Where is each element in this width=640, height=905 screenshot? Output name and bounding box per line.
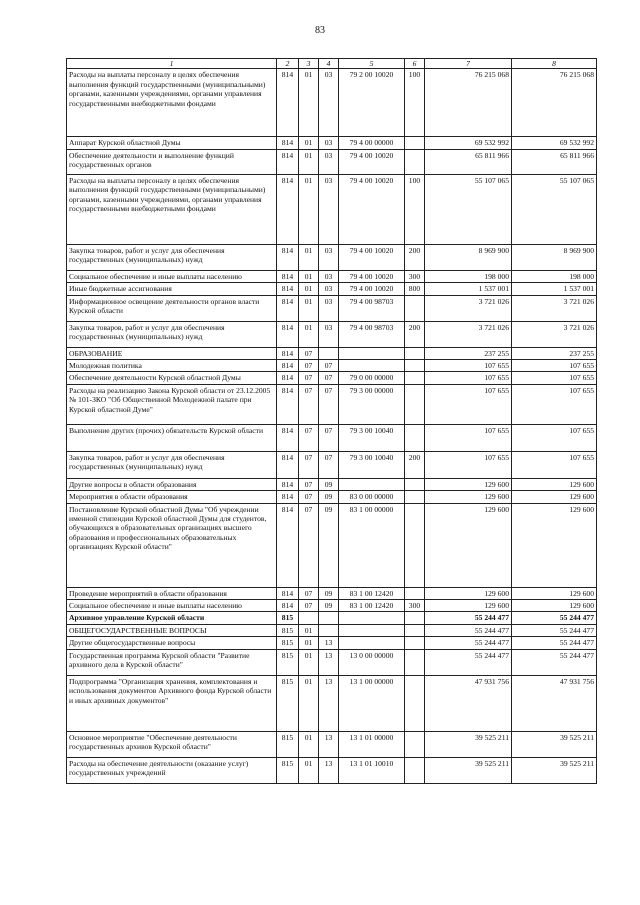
cell-subsection: 13 (319, 649, 339, 675)
table-row (67, 612, 597, 624)
cell-amount-year-2: 8 969 900 (512, 244, 597, 270)
cell-section: 01 (299, 675, 319, 731)
cell-ministry-code: 814 (277, 451, 299, 478)
cell-amount-year-1: 107 655 (425, 451, 512, 478)
cell-amount-year-1: 55 244 477 (425, 649, 512, 675)
cell-target-article: 79 4 00 10020 (339, 270, 405, 282)
cell-amount-year-1: 129 600 (425, 478, 512, 490)
header-col-7: 7 (425, 59, 512, 69)
cell-section: 01 (299, 731, 319, 757)
cell-ministry-code: 814 (277, 491, 299, 503)
cell-expense-type (405, 384, 425, 424)
cell-expense-type (405, 731, 425, 757)
cell-subsection: 09 (319, 600, 339, 612)
cell-target-article: 79 0 00 00000 (339, 372, 405, 384)
header-col-1: 1 (67, 59, 277, 69)
cell-section: 01 (299, 137, 319, 149)
cell-amount-year-1: 129 600 (425, 491, 512, 503)
cell-target-article: 79 4 00 00000 (339, 137, 405, 149)
cell-subsection (319, 612, 339, 624)
cell-amount-year-2: 129 600 (512, 587, 597, 599)
cell-section: 07 (299, 587, 319, 599)
cell-expense-type (405, 295, 425, 321)
cell-section: 07 (299, 372, 319, 384)
cell-section (299, 612, 319, 624)
cell-name: Другие вопросы в области образования (67, 478, 277, 490)
cell-ministry-code: 814 (277, 587, 299, 599)
cell-name: Иные бюджетные ассигнования (67, 283, 277, 295)
cell-expense-type (405, 360, 425, 372)
table-row (67, 491, 597, 503)
cell-target-article: 79 4 00 10020 (339, 149, 405, 174)
cell-amount-year-1: 107 655 (425, 372, 512, 384)
table-row (67, 587, 597, 599)
cell-amount-year-1: 198 000 (425, 270, 512, 282)
cell-expense-type (405, 649, 425, 675)
cell-amount-year-1: 55 244 477 (425, 624, 512, 636)
table-row (67, 174, 597, 244)
cell-section: 01 (299, 174, 319, 244)
cell-subsection: 07 (319, 424, 339, 451)
cell-section: 07 (299, 347, 319, 359)
cell-target-article: 13 0 00 00000 (339, 649, 405, 675)
table-row (67, 637, 597, 649)
cell-subsection: 09 (319, 491, 339, 503)
cell-ministry-code: 814 (277, 174, 299, 244)
cell-section: 01 (299, 757, 319, 783)
table-row (67, 137, 597, 149)
cell-ministry-code: 814 (277, 283, 299, 295)
cell-name: Государственная программа Курской области "Развитие архивного дела в Курской области" (67, 649, 277, 675)
cell-amount-year-2: 39 525 211 (512, 731, 597, 757)
cell-amount-year-2: 107 655 (512, 424, 597, 451)
budget-table (66, 58, 597, 784)
cell-subsection: 07 (319, 451, 339, 478)
table-row (67, 270, 597, 282)
cell-expense-type: 100 (405, 174, 425, 244)
cell-name: Расходы на обеспечение деятельности (оказание услуг) государственных учреждений (67, 757, 277, 783)
cell-target-article: 13 1 00 00000 (339, 675, 405, 731)
header-col-6: 6 (405, 59, 425, 69)
cell-target-article: 79 2 00 10020 (339, 69, 405, 137)
table-row (67, 424, 597, 451)
table-row (67, 283, 597, 295)
cell-target-article: 79 4 00 10020 (339, 244, 405, 270)
cell-name: Постановление Курской областной Думы "Об учреждении именной стипендии Курской областной Думы для студентов, обучающихся в образовательных организациях высшего образования и профессиональных образовательных организациях Курской области" (67, 503, 277, 587)
cell-amount-year-2: 55 244 477 (512, 612, 597, 624)
cell-subsection: 13 (319, 731, 339, 757)
cell-ministry-code: 814 (277, 244, 299, 270)
cell-target-article (339, 347, 405, 359)
cell-amount-year-2: 129 600 (512, 600, 597, 612)
cell-expense-type (405, 372, 425, 384)
cell-section: 01 (299, 69, 319, 137)
cell-expense-type: 200 (405, 451, 425, 478)
table-row (67, 295, 597, 321)
cell-amount-year-2: 3 721 026 (512, 321, 597, 347)
cell-section: 07 (299, 360, 319, 372)
cell-expense-type (405, 757, 425, 783)
cell-expense-type: 300 (405, 270, 425, 282)
cell-section: 01 (299, 321, 319, 347)
cell-expense-type (405, 624, 425, 636)
cell-target-article (339, 478, 405, 490)
cell-subsection: 07 (319, 384, 339, 424)
cell-name: Мероприятия в области образования (67, 491, 277, 503)
cell-expense-type (405, 478, 425, 490)
cell-amount-year-1: 237 255 (425, 347, 512, 359)
table-row (67, 731, 597, 757)
cell-amount-year-2: 76 215 068 (512, 69, 597, 137)
cell-name: Социальное обеспечение и иные выплаты населению (67, 600, 277, 612)
cell-amount-year-2: 69 532 992 (512, 137, 597, 149)
cell-section: 07 (299, 424, 319, 451)
cell-target-article: 83 1 00 00000 (339, 503, 405, 587)
cell-ministry-code: 814 (277, 321, 299, 347)
cell-amount-year-1: 55 244 477 (425, 612, 512, 624)
page-number: 83 (315, 25, 325, 36)
cell-subsection: 13 (319, 637, 339, 649)
cell-name: ОБРАЗОВАНИЕ (67, 347, 277, 359)
table-row (67, 244, 597, 270)
cell-amount-year-2: 3 721 026 (512, 295, 597, 321)
cell-target-article: 79 3 00 10040 (339, 451, 405, 478)
table-row (67, 69, 597, 137)
cell-subsection (319, 347, 339, 359)
cell-amount-year-2: 39 525 211 (512, 757, 597, 783)
cell-ministry-code: 814 (277, 503, 299, 587)
cell-amount-year-1: 55 244 477 (425, 637, 512, 649)
cell-target-article: 79 3 00 00000 (339, 384, 405, 424)
header-col-4: 4 (319, 59, 339, 69)
cell-target-article (339, 612, 405, 624)
cell-ministry-code: 815 (277, 675, 299, 731)
table-row (67, 451, 597, 478)
cell-name: Аппарат Курской областной Думы (67, 137, 277, 149)
cell-ministry-code: 814 (277, 347, 299, 359)
cell-amount-year-1: 3 721 026 (425, 321, 512, 347)
cell-section: 07 (299, 491, 319, 503)
cell-expense-type (405, 149, 425, 174)
cell-target-article (339, 360, 405, 372)
cell-amount-year-1: 1 537 001 (425, 283, 512, 295)
table-row (67, 649, 597, 675)
cell-ministry-code: 815 (277, 624, 299, 636)
cell-amount-year-2: 107 655 (512, 384, 597, 424)
header-col-3: 3 (299, 59, 319, 69)
cell-amount-year-2: 55 244 477 (512, 637, 597, 649)
cell-target-article: 79 4 00 98703 (339, 321, 405, 347)
cell-subsection (319, 624, 339, 636)
cell-subsection: 03 (319, 244, 339, 270)
cell-section: 01 (299, 244, 319, 270)
cell-amount-year-1: 65 811 966 (425, 149, 512, 174)
cell-ministry-code: 814 (277, 295, 299, 321)
cell-ministry-code: 814 (277, 270, 299, 282)
cell-name: Расходы на выплаты персоналу в целях обеспечения выполнения функций государственными (муниципальными) органами, казенными учреждениями, органами управления государственными внебюджетными фондами (67, 174, 277, 244)
cell-section: 01 (299, 270, 319, 282)
cell-name: Выполнение других (прочих) обязательств Курской области (67, 424, 277, 451)
cell-amount-year-1: 3 721 026 (425, 295, 512, 321)
header-col-5: 5 (339, 59, 405, 69)
cell-ministry-code: 814 (277, 69, 299, 137)
cell-name: Обеспечение деятельности Курской областной Думы (67, 372, 277, 384)
cell-subsection: 03 (319, 137, 339, 149)
cell-amount-year-2: 198 000 (512, 270, 597, 282)
cell-amount-year-1: 107 655 (425, 424, 512, 451)
cell-section: 07 (299, 503, 319, 587)
cell-expense-type: 200 (405, 321, 425, 347)
cell-amount-year-1: 8 969 900 (425, 244, 512, 270)
cell-section: 01 (299, 149, 319, 174)
cell-amount-year-2: 1 537 001 (512, 283, 597, 295)
cell-name: Закупка товаров, работ и услуг для обеспечения государственных (муниципальных) нужд (67, 451, 277, 478)
cell-amount-year-2: 55 244 477 (512, 624, 597, 636)
table-row (67, 675, 597, 731)
cell-name: Социальное обеспечение и иные выплаты населению (67, 270, 277, 282)
table-row (67, 624, 597, 636)
cell-ministry-code: 814 (277, 372, 299, 384)
cell-section: 07 (299, 600, 319, 612)
cell-section: 01 (299, 649, 319, 675)
cell-target-article: 83 1 00 12420 (339, 600, 405, 612)
cell-subsection: 03 (319, 283, 339, 295)
header-col-8: 8 (512, 59, 597, 69)
cell-ministry-code: 814 (277, 137, 299, 149)
cell-target-article: 83 0 00 00000 (339, 491, 405, 503)
cell-name: Молодежная политика (67, 360, 277, 372)
cell-ministry-code: 815 (277, 637, 299, 649)
cell-name: Другие общегосударственные вопросы (67, 637, 277, 649)
cell-expense-type: 100 (405, 69, 425, 137)
cell-expense-type: 800 (405, 283, 425, 295)
cell-amount-year-2: 237 255 (512, 347, 597, 359)
cell-target-article: 83 1 00 12420 (339, 587, 405, 599)
cell-amount-year-1: 39 525 211 (425, 731, 512, 757)
cell-subsection: 09 (319, 478, 339, 490)
cell-amount-year-1: 129 600 (425, 587, 512, 599)
cell-subsection: 07 (319, 360, 339, 372)
cell-amount-year-2: 107 655 (512, 451, 597, 478)
cell-ministry-code: 814 (277, 424, 299, 451)
cell-amount-year-1: 107 655 (425, 360, 512, 372)
cell-expense-type (405, 675, 425, 731)
cell-ministry-code: 815 (277, 649, 299, 675)
cell-amount-year-1: 107 655 (425, 384, 512, 424)
cell-target-article: 13 1 01 10010 (339, 757, 405, 783)
cell-expense-type (405, 587, 425, 599)
cell-name: Закупка товаров, работ и услуг для обеспечения государственных (муниципальных) нужд (67, 244, 277, 270)
cell-subsection: 13 (319, 675, 339, 731)
cell-expense-type (405, 424, 425, 451)
cell-subsection: 03 (319, 295, 339, 321)
table-row (67, 149, 597, 174)
cell-section: 07 (299, 384, 319, 424)
table-row (67, 600, 597, 612)
header-col-2: 2 (277, 59, 299, 69)
cell-name: Проведение мероприятий в области образования (67, 587, 277, 599)
cell-ministry-code: 814 (277, 478, 299, 490)
table-row (67, 757, 597, 783)
cell-subsection: 03 (319, 270, 339, 282)
cell-expense-type (405, 503, 425, 587)
cell-name: Расходы на выплаты персоналу в целях обеспечения выполнения функций государственными (муниципальными) органами, казенными учреждениями, органами управления государственными внебюджетными фондами (67, 69, 277, 137)
cell-section: 01 (299, 624, 319, 636)
cell-target-article (339, 637, 405, 649)
cell-ministry-code: 814 (277, 149, 299, 174)
cell-name: Закупка товаров, работ и услуг для обеспечения государственных (муниципальных) нужд (67, 321, 277, 347)
cell-ministry-code: 814 (277, 384, 299, 424)
cell-amount-year-1: 76 215 068 (425, 69, 512, 137)
cell-name: ОБЩЕГОСУДАРСТВЕННЫЕ ВОПРОСЫ (67, 624, 277, 636)
cell-subsection: 09 (319, 503, 339, 587)
cell-subsection: 07 (319, 372, 339, 384)
cell-target-article: 13 1 01 00000 (339, 731, 405, 757)
table-row (67, 384, 597, 424)
cell-section: 01 (299, 283, 319, 295)
cell-amount-year-1: 55 107 065 (425, 174, 512, 244)
cell-expense-type (405, 347, 425, 359)
cell-name: Основное мероприятие "Обеспечение деятельности государственных архивов Курской области" (67, 731, 277, 757)
cell-subsection: 09 (319, 587, 339, 599)
cell-amount-year-2: 129 600 (512, 478, 597, 490)
cell-target-article: 79 4 00 10020 (339, 283, 405, 295)
table-header-row (67, 59, 597, 69)
cell-name: Подпрограмма "Организация хранения, комплектования и использования документов Архивного фонда Курской области и иных архивных документов" (67, 675, 277, 731)
cell-target-article (339, 624, 405, 636)
cell-subsection: 03 (319, 174, 339, 244)
cell-section: 01 (299, 637, 319, 649)
cell-ministry-code: 814 (277, 360, 299, 372)
cell-amount-year-2: 129 600 (512, 491, 597, 503)
table-row (67, 360, 597, 372)
cell-subsection: 03 (319, 69, 339, 137)
cell-section: 07 (299, 451, 319, 478)
cell-amount-year-1: 47 931 756 (425, 675, 512, 731)
cell-amount-year-2: 55 107 065 (512, 174, 597, 244)
cell-subsection: 03 (319, 321, 339, 347)
cell-amount-year-2: 65 811 966 (512, 149, 597, 174)
cell-ministry-code: 814 (277, 600, 299, 612)
cell-name: Архивное управление Курской области (67, 612, 277, 624)
cell-name: Обеспечение деятельности и выполнение функций государственных органов (67, 149, 277, 174)
cell-amount-year-1: 129 600 (425, 503, 512, 587)
table-row (67, 347, 597, 359)
cell-amount-year-2: 129 600 (512, 503, 597, 587)
cell-ministry-code: 815 (277, 757, 299, 783)
cell-target-article: 79 4 00 10020 (339, 174, 405, 244)
cell-expense-type (405, 491, 425, 503)
cell-target-article: 79 4 00 98703 (339, 295, 405, 321)
cell-section: 01 (299, 295, 319, 321)
cell-amount-year-2: 47 931 756 (512, 675, 597, 731)
cell-amount-year-1: 69 532 992 (425, 137, 512, 149)
cell-subsection: 03 (319, 149, 339, 174)
cell-name: Информационное освещение деятельности органов власти Курской области (67, 295, 277, 321)
cell-name: Расходы на реализацию Закона Курской области от 23.12.2005 № 101-ЗКО "Об Общественной Молодежной палате при Курской областной Думе" (67, 384, 277, 424)
cell-amount-year-1: 39 525 211 (425, 757, 512, 783)
cell-section: 07 (299, 478, 319, 490)
cell-expense-type (405, 637, 425, 649)
cell-ministry-code: 815 (277, 612, 299, 624)
cell-expense-type (405, 137, 425, 149)
table-row (67, 478, 597, 490)
cell-target-article: 79 3 00 10040 (339, 424, 405, 451)
cell-subsection: 13 (319, 757, 339, 783)
table-row (67, 503, 597, 587)
cell-ministry-code: 815 (277, 731, 299, 757)
cell-expense-type (405, 612, 425, 624)
cell-amount-year-2: 107 655 (512, 360, 597, 372)
table-row (67, 321, 597, 347)
cell-amount-year-1: 129 600 (425, 600, 512, 612)
cell-amount-year-2: 107 655 (512, 372, 597, 384)
cell-amount-year-2: 55 244 477 (512, 649, 597, 675)
cell-expense-type: 300 (405, 600, 425, 612)
table-row (67, 372, 597, 384)
cell-expense-type: 200 (405, 244, 425, 270)
